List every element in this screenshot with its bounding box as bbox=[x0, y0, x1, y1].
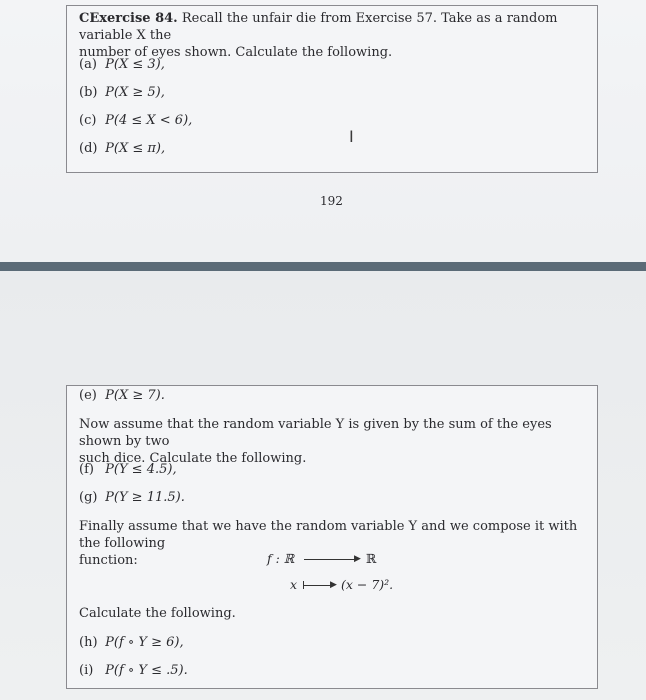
exercise-intro bbox=[79, 10, 587, 44]
part-f bbox=[79, 462, 177, 477]
compose-line2: function: bbox=[79, 553, 138, 568]
part-a bbox=[79, 57, 165, 72]
part-c bbox=[79, 113, 192, 128]
function-name: f : ℝ bbox=[267, 551, 295, 566]
part-letter: (i) bbox=[79, 663, 94, 678]
function-output: (x − 7)². bbox=[341, 577, 394, 592]
part-letter: (d) bbox=[79, 141, 98, 156]
part-expr: P(Y ≤ 4.5), bbox=[105, 462, 177, 477]
map-arrow-line bbox=[304, 559, 356, 560]
part-expr: P(X ≥ 7). bbox=[105, 388, 165, 403]
page-divider bbox=[0, 262, 646, 271]
part-letter: (f) bbox=[79, 462, 94, 477]
part-expr: P(Y ≥ 11.5). bbox=[105, 490, 185, 505]
part-expr: P(f ∘ Y ≥ 6), bbox=[105, 635, 184, 650]
part-d bbox=[79, 141, 165, 156]
part-letter: (g) bbox=[79, 490, 98, 505]
part-expr: P(X ≤ 3), bbox=[105, 57, 165, 72]
part-expr: P(X ≤ π), bbox=[105, 141, 166, 156]
part-expr: P(f ∘ Y ≤ .5). bbox=[105, 663, 188, 678]
exercise-intro-line2: number of eyes shown. Calculate the following. bbox=[79, 45, 393, 60]
exercise-box-top bbox=[66, 5, 598, 173]
calc-label: Calculate the following. bbox=[79, 606, 236, 621]
part-letter: (a) bbox=[79, 57, 97, 72]
part-g bbox=[79, 490, 185, 505]
mapsto-arrow-line bbox=[304, 585, 332, 586]
part-e bbox=[79, 388, 165, 403]
exercise-intro-line1: Recall the unfair die from Exercise 57. Take as a random variable X the bbox=[79, 11, 558, 43]
exercise-label: CExercise 84. bbox=[79, 11, 178, 26]
part-letter: (h) bbox=[79, 635, 98, 650]
part-letter: (b) bbox=[79, 85, 98, 100]
part-expr: P(4 ≤ X < 6), bbox=[105, 113, 193, 128]
part-expr: P(X ≥ 5), bbox=[105, 85, 165, 100]
mapsto-bar bbox=[303, 581, 304, 589]
compose-line1: Finally assume that we have the random variable Y and we compose it with the following bbox=[79, 519, 578, 551]
part-i bbox=[79, 663, 188, 678]
mapsto-arrow-icon: ▶ bbox=[330, 580, 337, 590]
function-input: x bbox=[290, 577, 298, 592]
part-letter: (e) bbox=[79, 388, 97, 403]
two-dice-line1: Now assume that the random variable Y is given by the sum of the eyes shown by two bbox=[79, 417, 552, 449]
part-h bbox=[79, 635, 184, 650]
part-letter: (c) bbox=[79, 113, 97, 128]
function-codomain: ℝ bbox=[366, 551, 377, 566]
part-b bbox=[79, 85, 165, 100]
exercise-box-bottom bbox=[66, 385, 598, 689]
page-number: 192 bbox=[320, 194, 343, 208]
arrow-right-icon: ▶ bbox=[354, 554, 361, 564]
two-dice-paragraph bbox=[79, 416, 589, 467]
text-cursor-icon: I bbox=[349, 127, 354, 146]
two-dice-line2: such dice. Calculate the following. bbox=[79, 451, 307, 466]
compose-paragraph bbox=[79, 518, 594, 569]
function-domain bbox=[267, 551, 294, 566]
